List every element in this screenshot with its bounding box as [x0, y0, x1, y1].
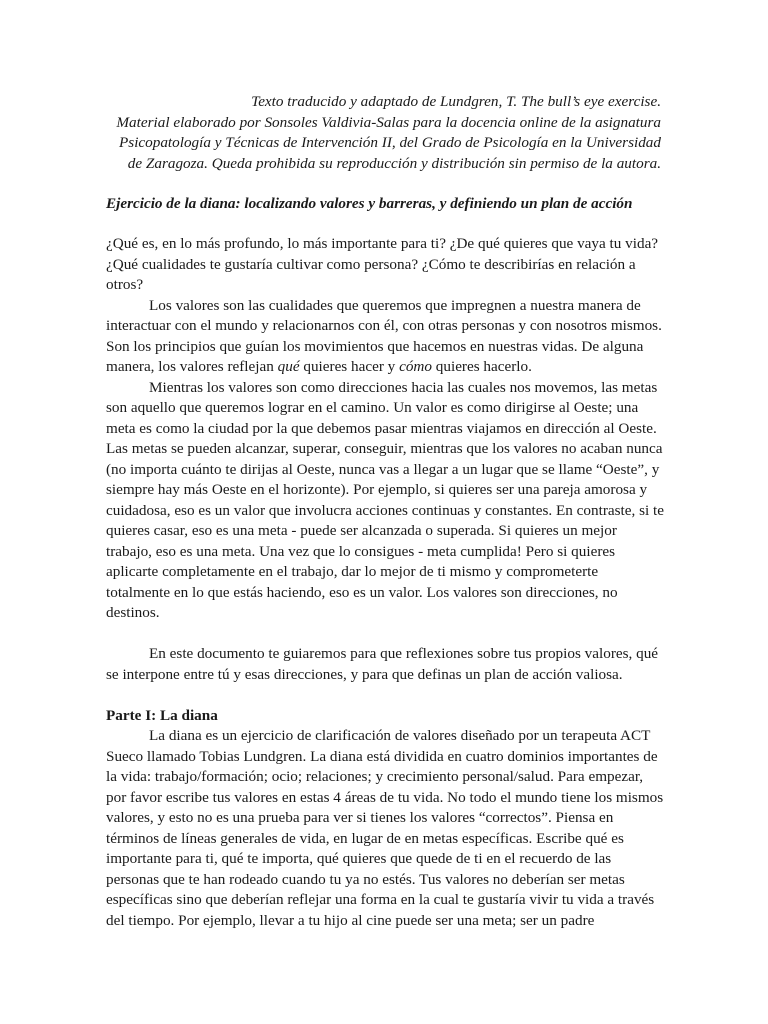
text-line: siempre hay más Oeste en el horizonte). Por ejemplo, si quieres ser una pareja amorosa y [106, 481, 648, 498]
text-line: quieres casar, eso es una meta - puede ser alcanzada o superada. Si quieres un mejor [106, 522, 617, 539]
text-line: ¿Qué es, en lo más profundo, lo más importante para ti? ¿De qué quieres que vaya tu vida? [106, 235, 659, 252]
emphasis-que: qué [277, 358, 300, 375]
text-line: Sueco llamado Tobias Lundgren. La diana está dividida en cuatro dominios importantes de [106, 747, 658, 765]
header-line: Material elaborado por Sonsoles Valdivia-Salas para la docencia online de la asignatura [116, 113, 661, 131]
text-line: términos de líneas generales de vida, en lugar de en metas específicas. Escribe qué es [106, 829, 624, 847]
text-line: otros? [106, 276, 144, 293]
header-line: Texto traducido y adaptado de Lundgren, T. The bull’s eye exercise. [251, 93, 661, 110]
text-line: importante para ti, qué te importa, qué quieres que quede de ti en el recuerdo de las [106, 850, 612, 867]
text-segment: quieres hacer y [299, 358, 400, 375]
section-title: Ejercicio de la diana: localizando valores y barreras, y definiendo un plan de acción [106, 195, 633, 212]
text-line [106, 357, 666, 378]
body-text [106, 234, 666, 931]
paragraph-gap [106, 685, 666, 706]
text-line: cuidadosa, eso es un valor que involucra acciones continuas y constantes. En contraste, si te [106, 501, 664, 519]
text-line: específicas sino que deberían reflejar una forma en la cual te gustaría vivir tu vida a través [106, 891, 655, 908]
text-line: ¿Qué cualidades te gustaría cultivar como persona? ¿Cómo te describirías en relación a [106, 255, 636, 273]
text-line: meta es como la ciudad por la que debemos pasar mientras viajamos en dirección al Oeste. [106, 419, 657, 437]
text-line: Los valores son las cualidades que queremos que impregnen a nuestra manera de [149, 296, 641, 314]
text-line: (no importa cuánto te dirijas al Oeste, nunca vas a llegar a un lugar que se llame “Oeste”, y [106, 460, 660, 478]
text-line: son aquello que queremos lograr en el camino. Un valor es como dirigirse al Oeste; una [106, 399, 639, 416]
text-line: Las metas se pueden alcanzar, superar, conseguir, mientras que los valores no acaban nunca [106, 440, 663, 457]
text-line: Mientras los valores son como direcciones hacia las cuales nos movemos, las metas [149, 378, 658, 396]
text-line: por favor escribe tus valores en estas 4 áreas de tu vida. No todo el mundo tiene los mismos [106, 788, 664, 806]
text-line: aplicarte completamente en el trabajo, dar lo mejor de ti mismo y comprometerte [106, 563, 599, 580]
text-line: La diana es un ejercicio de clarificación de valores diseñado por un terapeuta ACT [149, 727, 651, 744]
attribution-header [106, 92, 661, 174]
header-line: de Zaragoza. Queda prohibida su reproducción y distribución sin permiso de la autora. [127, 154, 661, 172]
text-line: En este documento te guiaremos para que reflexiones sobre tus propios valores, qué [149, 645, 659, 662]
text-line: del tiempo. Por ejemplo, llevar a tu hijo al cine puede ser una meta; ser un padre [106, 911, 595, 929]
text-line: totalmente en lo que estás haciendo, eso es un valor. Los valores son direcciones, no [106, 583, 618, 601]
text-line: destinos. [106, 604, 160, 621]
text-segment: quieres hacerlo. [431, 358, 532, 375]
text-line: Son los principios que guían los movimientos que hacemos en nuestras vidas. De alguna [106, 337, 644, 355]
text-line: trabajo, eso es una meta. Una vez que lo consigues - meta cumplida! Pero si quieres [106, 542, 616, 560]
text-segment: manera, los valores reflejan [106, 358, 278, 375]
text-line: se interpone entre tú y esas direcciones, y para que definas un plan de acción valiosa. [106, 665, 623, 683]
text-line: valores, y esto no es una prueba para ver si tienes los valores “correctos”. Piensa en [106, 809, 614, 826]
text-line: personas que te han rodeado cuando tu ya no estés. Tus valores no deberían ser metas [106, 870, 625, 888]
part-heading: Parte I: La diana [106, 706, 218, 724]
paragraph-gap [106, 624, 666, 645]
header-line: Psicopatología y Técnicas de Intervención II, del Grado de Psicología en la Universidad [119, 134, 661, 151]
text-line: interactuar con el mundo y relacionarnos con él, con otras personas y con nosotros mismos. [106, 317, 662, 334]
emphasis-como: cómo [399, 358, 432, 375]
text-line: la vida: trabajo/formación; ocio; relaciones; y crecimiento personal/salud. Para empezar, [106, 768, 644, 785]
